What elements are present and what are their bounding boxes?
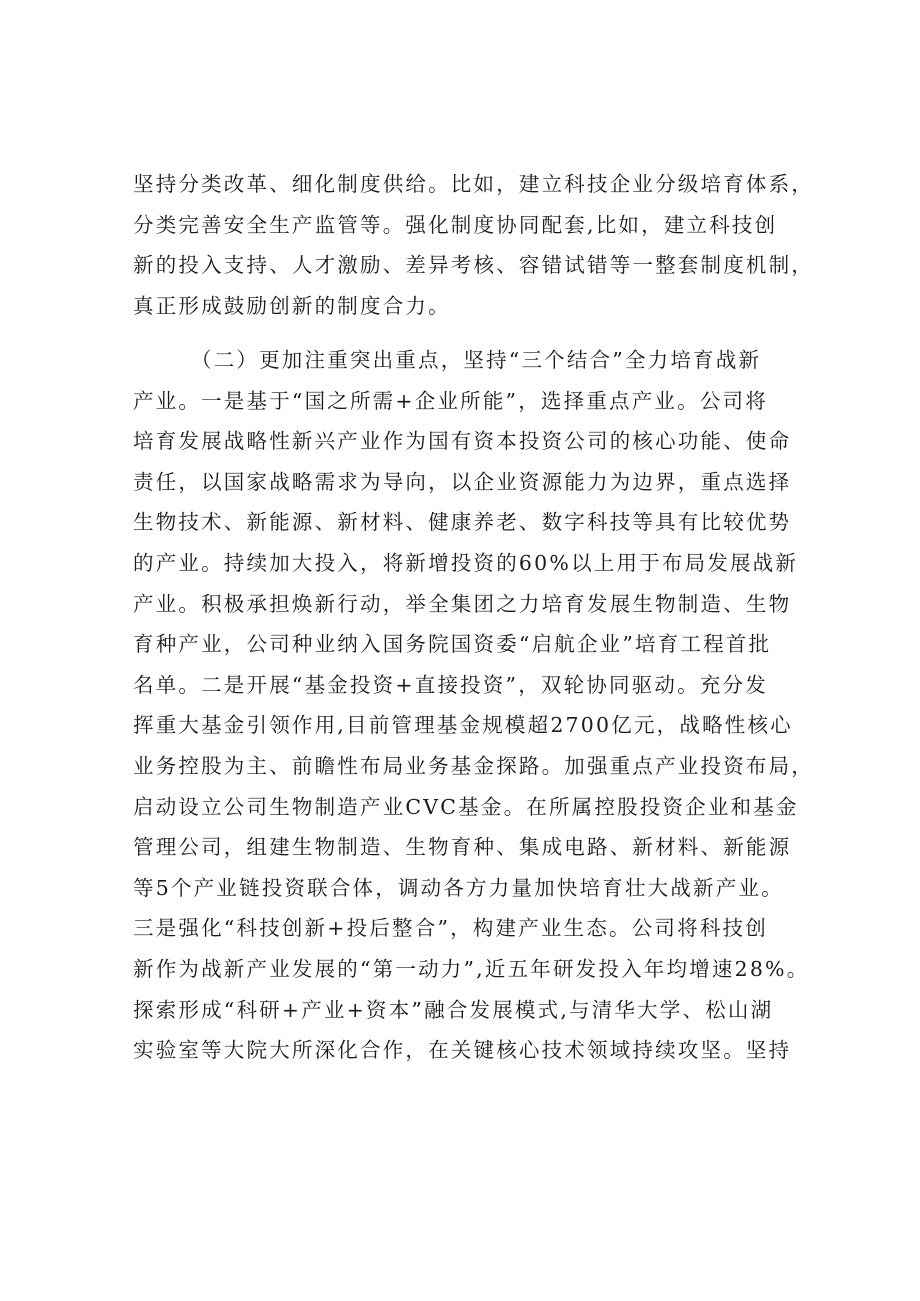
paragraph-line: 探索形成“科研+产业+资本”融合发展模式,与清华大学、松山湖: [133, 997, 774, 1022]
paragraph-line: 责任，以国家战略需求为导向，以企业资源能力为边界，重点选择: [133, 469, 792, 494]
paragraph-line: 业务控股为主、前瞻性布局业务基金探路。加强重点产业投资布局，: [133, 753, 814, 778]
paragraph-line: 挥重大基金引领作用,目前管理基金规模超2700亿元，战略性核心: [133, 713, 793, 738]
paragraph-line: 名单。二是开展“基金投资+直接投资”，双轮协同驱动。充分发: [133, 672, 768, 697]
paragraph-line: 产业。一是基于“国之所需+企业所能”，选择重点产业。公司将: [133, 388, 768, 413]
paragraph-line: 等5个产业链投资联合体，调动各方力量加快培育壮大战新产业。: [133, 875, 784, 900]
paragraph-line: 坚持分类改革、细化制度供给。比如，建立科技企业分级培育体系，: [133, 172, 814, 196]
paragraph-line: 分类完善安全生产监管等。强化制度协同配套,比如，建立科技创: [133, 212, 778, 237]
paragraph-line: 培育发展战略性新兴产业作为国有资本投资公司的核心功能、使命: [133, 429, 792, 454]
paragraph-line: 三是强化“科技创新+投后整合”，构建产业生态。公司将科技创: [133, 916, 768, 941]
section-heading-line: （二）更加注重突出重点，坚持“三个结合”全力培育战新: [191, 348, 762, 372]
paragraph-1: [133, 164, 814, 326]
paragraph-line: 启动设立公司生物制造产业CVC基金。在所属控股投资企业和基金: [133, 794, 799, 819]
paragraph-line: 生物技术、新能源、新材料、健康养老、数字科技等具有比较优势: [133, 510, 792, 535]
paragraph-line: 育种产业，公司种业纳入国务院国资委“启航企业”培育工程首批: [133, 632, 772, 657]
paragraph-line: 新的投入支持、人才激励、差异考核、容错试错等一整套制度机制，: [133, 253, 814, 278]
paragraph-line: 实验室等大院大所深化合作，在关键核心技术领域持续攻坚。坚持: [133, 1038, 792, 1063]
paragraph-line: 的产业。持续加大投入，将新增投资的60%以上用于布局发展战新: [133, 550, 799, 575]
paragraph-line: 真正形成鼓励创新的制度合力。: [133, 293, 451, 318]
paragraph-line: 产业。积极承担焕新行动，举全集团之力培育发展生物制造、生物: [133, 591, 792, 616]
paragraph-2: [133, 340, 814, 1071]
paragraph-line: 管理公司，组建生物制造、生物育种、集成电路、新材料、新能源: [133, 835, 792, 860]
paragraph-line: 新作为战新产业发展的“第一动力”,近五年研发投入年均增速28%。: [133, 956, 810, 981]
